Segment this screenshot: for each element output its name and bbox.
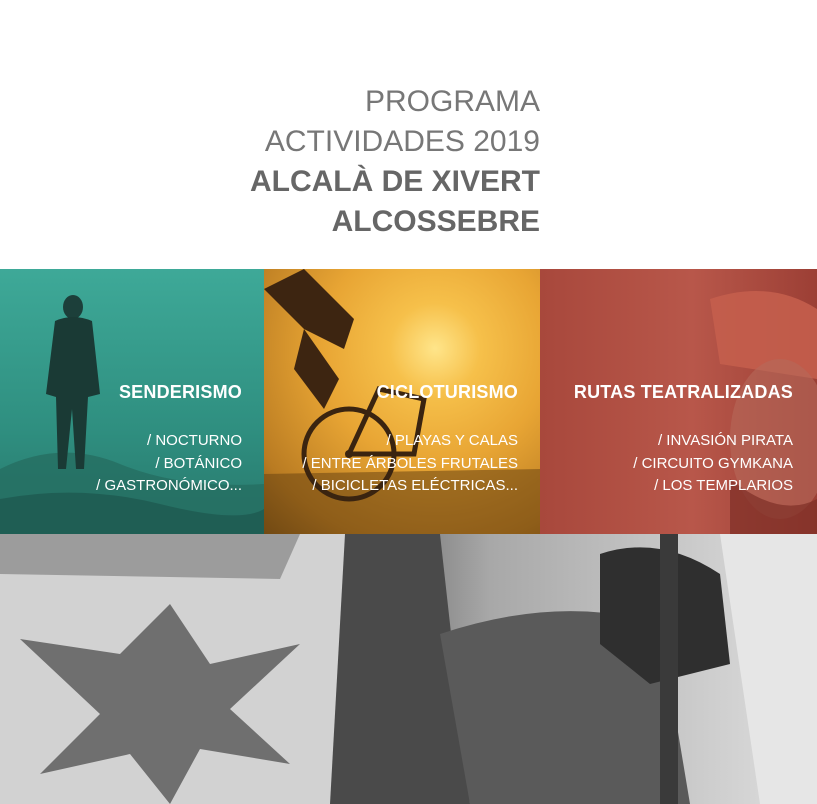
panel-items-senderismo [96,430,242,498]
templar-knight-photo [0,534,817,804]
list-item: / PLAYAS Y CALAS [386,432,518,449]
cover-title [250,82,540,242]
title-line-programa: PROGRAMA [364,85,540,118]
panel-items-cicloturismo [302,430,518,498]
title-line-alcala: ALCALÀ DE XIVERT [249,165,540,198]
panel-senderismo [0,269,264,534]
panel-title-senderismo: SENDERISMO [118,382,242,402]
list-item: / CIRCUITO GYMKANA [633,454,793,472]
list-item: / ENTRE ÁRBOLES FRUTALES [302,454,518,472]
panel-rutas-teatralizadas [540,269,817,534]
list-item: / NOCTURNO [147,432,242,449]
panel-title-cicloturismo: CICLOTURISMO [376,382,518,402]
panel-title-rutas-teatralizadas: RUTAS TEATRALIZADAS [573,382,793,402]
list-item: / LOS TEMPLARIOS [654,477,793,494]
list-item: / BOTÁNICO [155,454,242,472]
panel-cicloturismo [264,269,540,534]
list-item: / BICICLETAS ELÉCTRICAS... [312,477,518,494]
title-line-alcossebre: ALCOSSEBRE [331,205,540,238]
knight-chainmail-illustration [0,534,817,804]
title-line-actividades: ACTIVIDADES 2019 [264,125,540,158]
activities-band [0,269,817,534]
panel-items-rutas-teatralizadas [633,430,793,498]
list-item: / INVASIÓN PIRATA [657,432,793,449]
list-item: / GASTRONÓMICO... [96,477,242,494]
